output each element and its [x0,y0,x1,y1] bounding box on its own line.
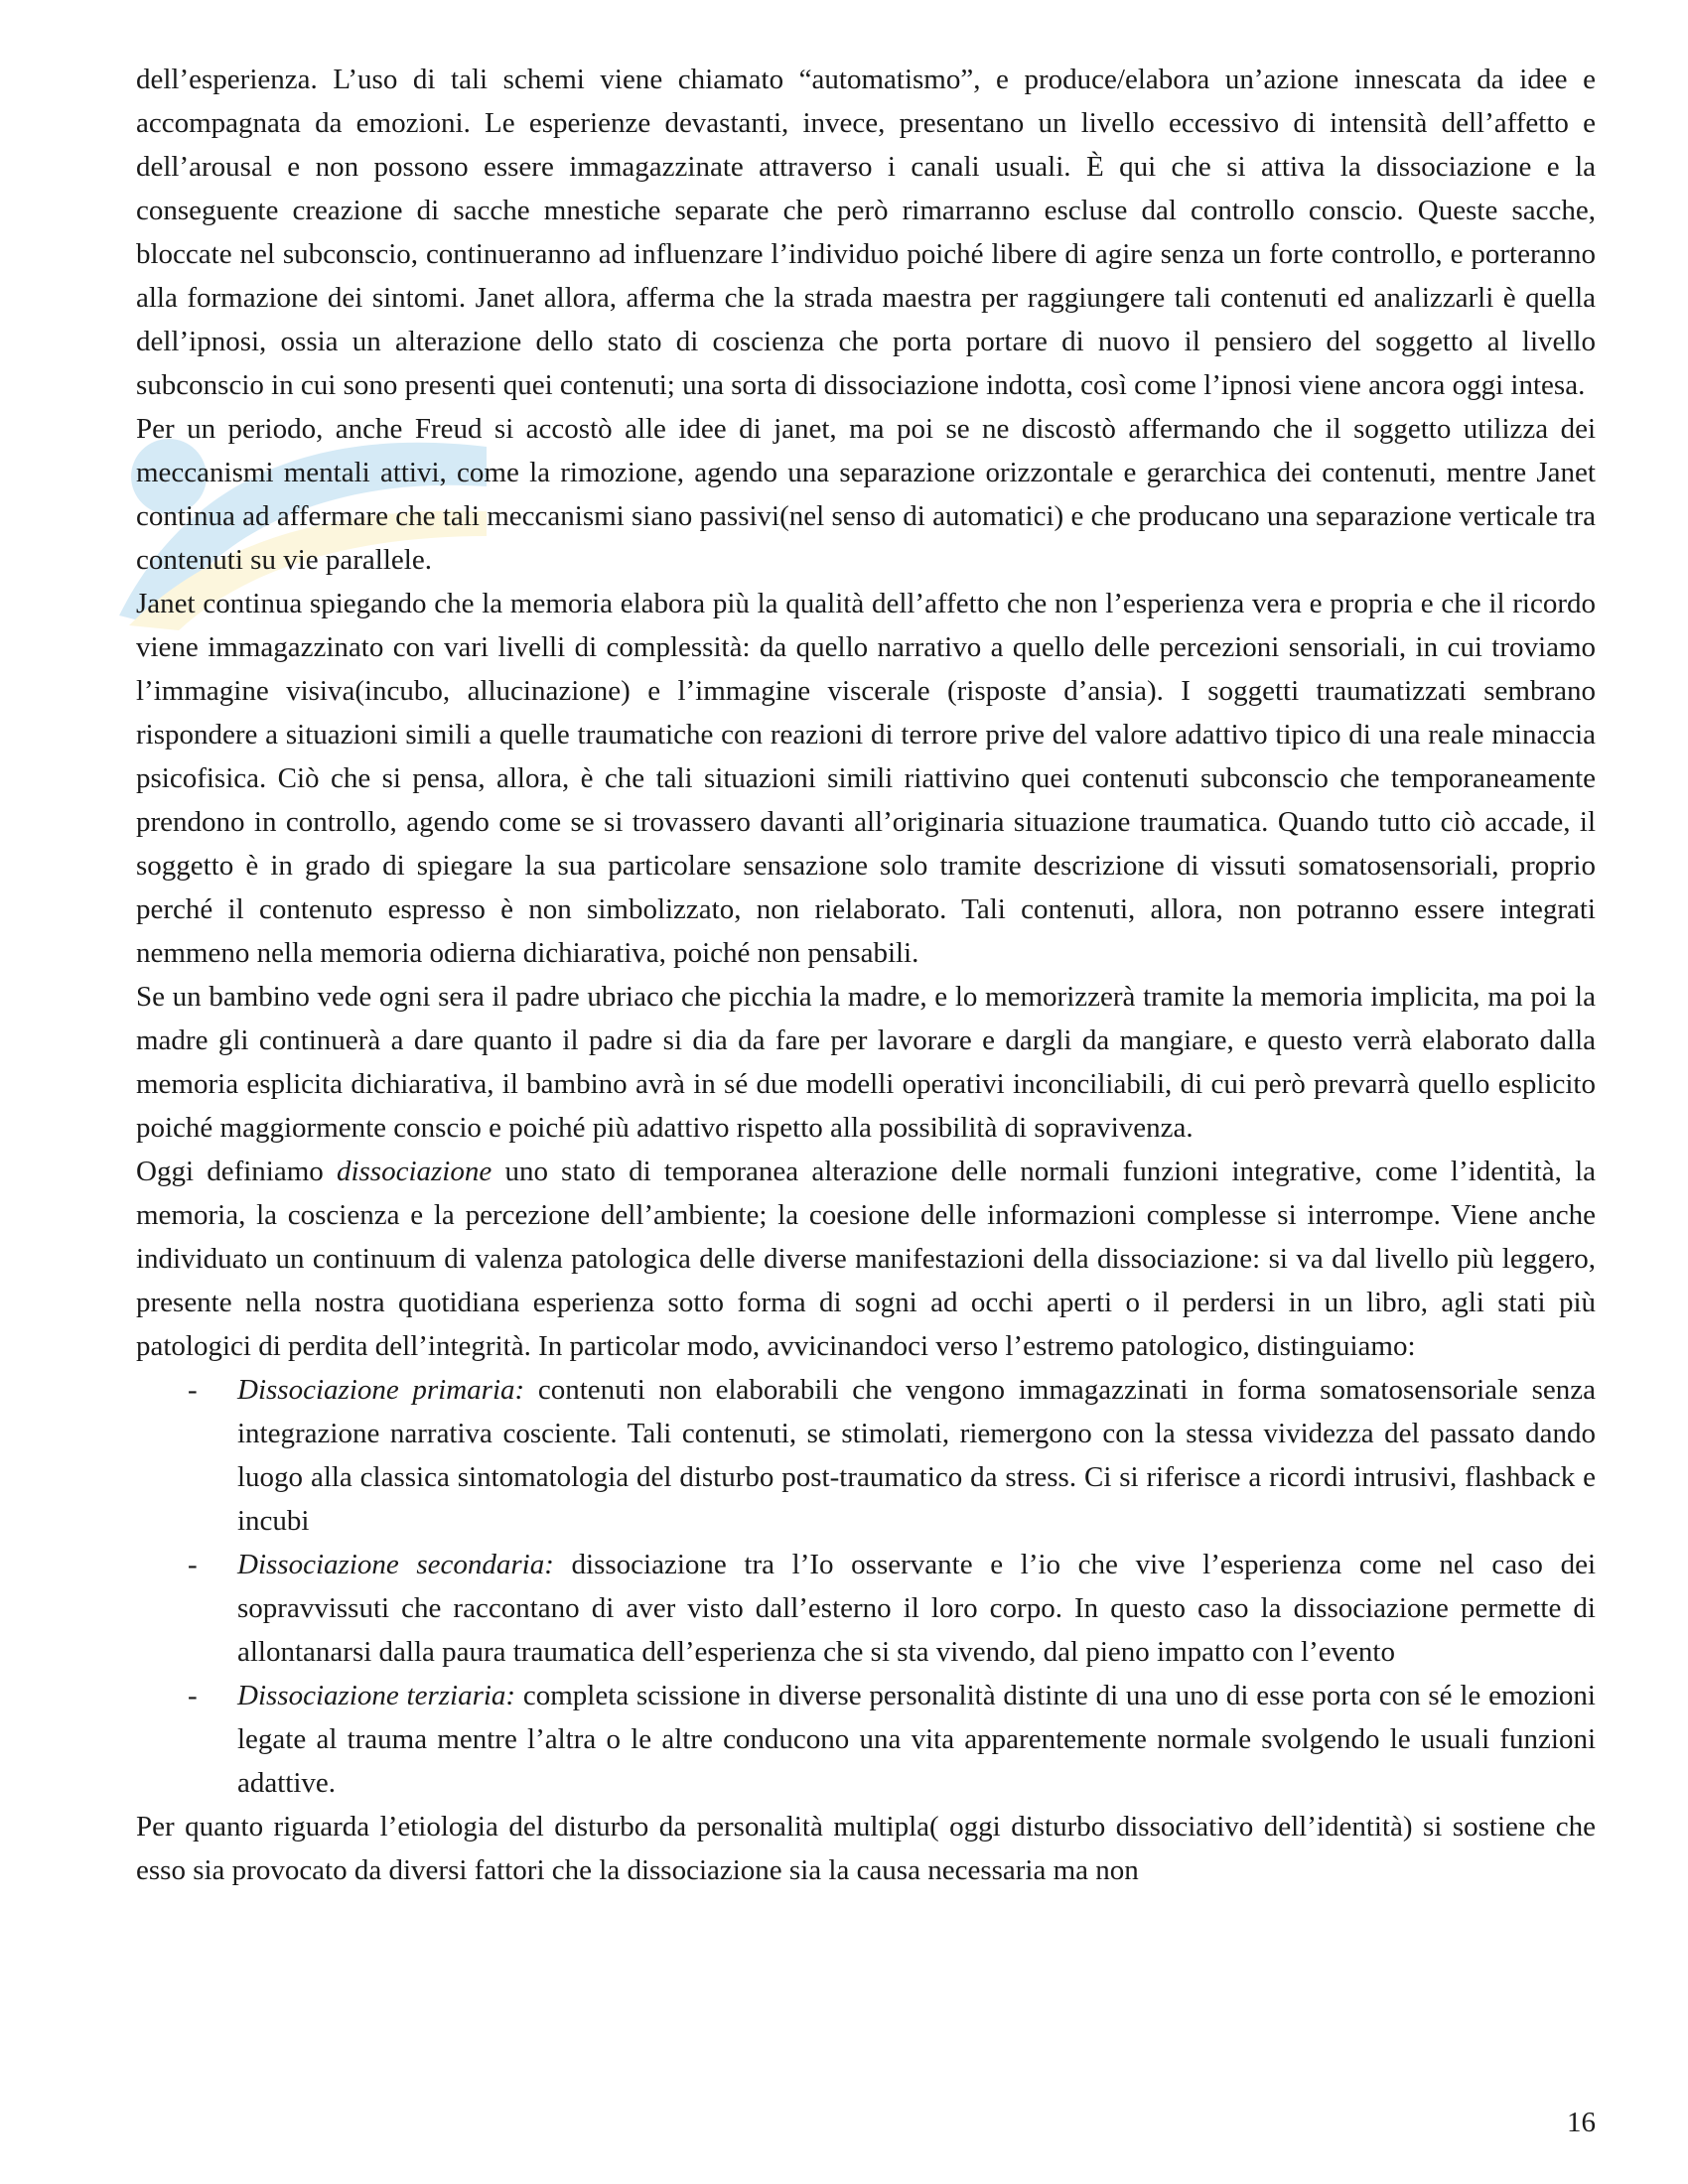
list-item [136,1368,1596,1543]
list-bullet: - [188,1680,198,1711]
list-bullet: - [188,1374,198,1406]
list-item [136,1543,1596,1674]
list-item-text: contenuti non elaborabili che vengono immagazzinati in forma somatosensoriale senza integrazione narrativa cosciente. Tali contenuti, se stimolati, riemergono con la stessa vividezza del passato dando luogo alla classica sintomatologia del disturbo post-traumatico da stress. Ci si riferisce a ricordi intrusivi, flashback e incubi [237,1374,1596,1537]
body-paragraph: Se un bambino vede ogni sera il padre ubriaco che picchia la madre, e lo memorizzerà tramite la memoria implicita, ma poi la madre gli continuerà a dare quanto il padre si dia da fare per lavorare e dargli da mangiare, e questo verrà elaborato dalla memoria esplicita dichiarativa, il bambino avrà in sé due modelli operativi inconciliabili, di cui però prevarrà quello esplicito poiché maggiormente conscio e poiché più adattivo rispetto alla possibilità di sopravivenza. [136,981,1596,1144]
definition-paragraph [136,1150,1596,1368]
definition-before: Oggi definiamo [136,1156,337,1187]
body-paragraph: Janet continua spiegando che la memoria elabora più la qualità dell’affetto che non l’esperienza vera e propria e che il ricordo viene immagazzinato con vari livelli di complessità: da quello narrativo a quello delle percezioni sensoriali, in cui troviamo l’immagine visiva(incubo, allucinazione) e l’immagine viscerale (risposte d’ansia). I soggetti traumatizzati sembrano rispondere a situazioni simili a quelle traumatiche con reazioni di terrore prive del valore adattivo tipico di una reale minaccia psicofisica. Ciò che si pensa, allora, è che tali situazioni simili riattivino quei contenuti subconscio che temporaneamente prendono in controllo, agendo come se si trovassero davanti all’originaria situazione traumatica. Quando tutto ciò accade, il soggetto è in grado di spiegare la sua particolare sensazione solo tramite descrizione di vissuti somatosensoriali, proprio perché il contenuto espresso è non simbolizzato, non rielaborato. Tali contenuti, allora, non potranno essere integrati nemmeno nella memoria odierna dichiarativa, poiché non pensabili. [136,588,1596,969]
list-item-text: completa scissione in diverse personalità distinte di una uno di esse porta con sé le emozioni legate al trauma mentre l’altra o le altre conducono una vita apparentemente normale svolgendo le usuali funzioni adattive. [237,1680,1596,1799]
body-paragraph: Per un periodo, anche Freud si accostò alle idee di janet, ma poi se ne discostò affermando che il soggetto utilizza dei meccanismi mentali attivi, come la rimozione, agendo una separazione orizzontale e gerarchica dei contenuti, mentre Janet continua ad affermare che tali meccanismi siano passivi(nel senso di automatici) e che producano una separazione verticale tra contenuti su vie parallele. [136,413,1596,576]
list-item-term: Dissociazione secondaria: [237,1549,554,1580]
page-body [136,58,1596,1892]
definition-after: uno stato di temporanea alterazione delle normali funzioni integrative, come l’identità, la memoria, la coscienza e la percezione dell’ambiente; la coesione delle informazioni complesse si interrompe. Viene anche individuato un continuum di valenza patologica delle diverse manifestazioni della dissociazione: si va dal livello più leggero, presente nella nostra quotidiana esperienza sotto forma di sogni ad occhi aperti o il perdersi in un libro, agli stati più patologici di perdita dell’integrità. In particolar modo, avvicinandoci verso l’estremo patologico, distinguiamo: [136,1156,1596,1362]
page-number: 16 [1567,2107,1596,2138]
closing-paragraph: Per quanto riguarda l’etiologia del disturbo da personalità multipla( oggi disturbo dissociativo dell’identità) si sostiene che esso sia provocato da diversi fattori che la dissociazione sia la causa necessaria ma non [136,1811,1596,1886]
list-item-text: dissociazione tra l’Io osservante e l’io che vive l’esperienza come nel caso dei sopravvissuti che raccontano di aver visto dall’esterno il loro corpo. In questo caso la dissociazione permette di allontanarsi dalla paura traumatica dell’esperienza che si sta vivendo, dal pieno impatto con l’evento [237,1549,1596,1668]
list-item-term: Dissociazione primaria: [237,1374,525,1406]
list-item [136,1674,1596,1805]
list-item-term: Dissociazione terziaria: [237,1680,516,1711]
dissociation-list [136,1368,1596,1805]
definition-term: dissociazione [336,1156,492,1187]
list-bullet: - [188,1549,198,1580]
body-paragraph: dell’esperienza. L’uso di tali schemi viene chiamato “automatismo”, e produce/elabora un’azione innescata da idee e accompagnata da emozioni. Le esperienze devastanti, invece, presentano un livello eccessivo di intensità dell’affetto e dell’arousal e non possono essere immagazzinate attraverso i canali usuali. È qui che si attiva la dissociazione e la conseguente creazione di sacche mnestiche separate che però rimarranno escluse dal controllo conscio. Queste sacche, bloccate nel subconscio, continueranno ad influenzare l’individuo poiché libere di agire senza un forte controllo, e porteranno alla formazione dei sintomi. Janet allora, afferma che la strada maestra per raggiungere tali contenuti ed analizzarli è quella dell’ipnosi, ossia un alterazione dello stato di coscienza che porta portare di nuovo il pensiero del soggetto al livello subconscio in cui sono presenti quei contenuti; una sorta di dissociazione indotta, così come l’ipnosi viene ancora oggi intesa. [136,64,1596,401]
